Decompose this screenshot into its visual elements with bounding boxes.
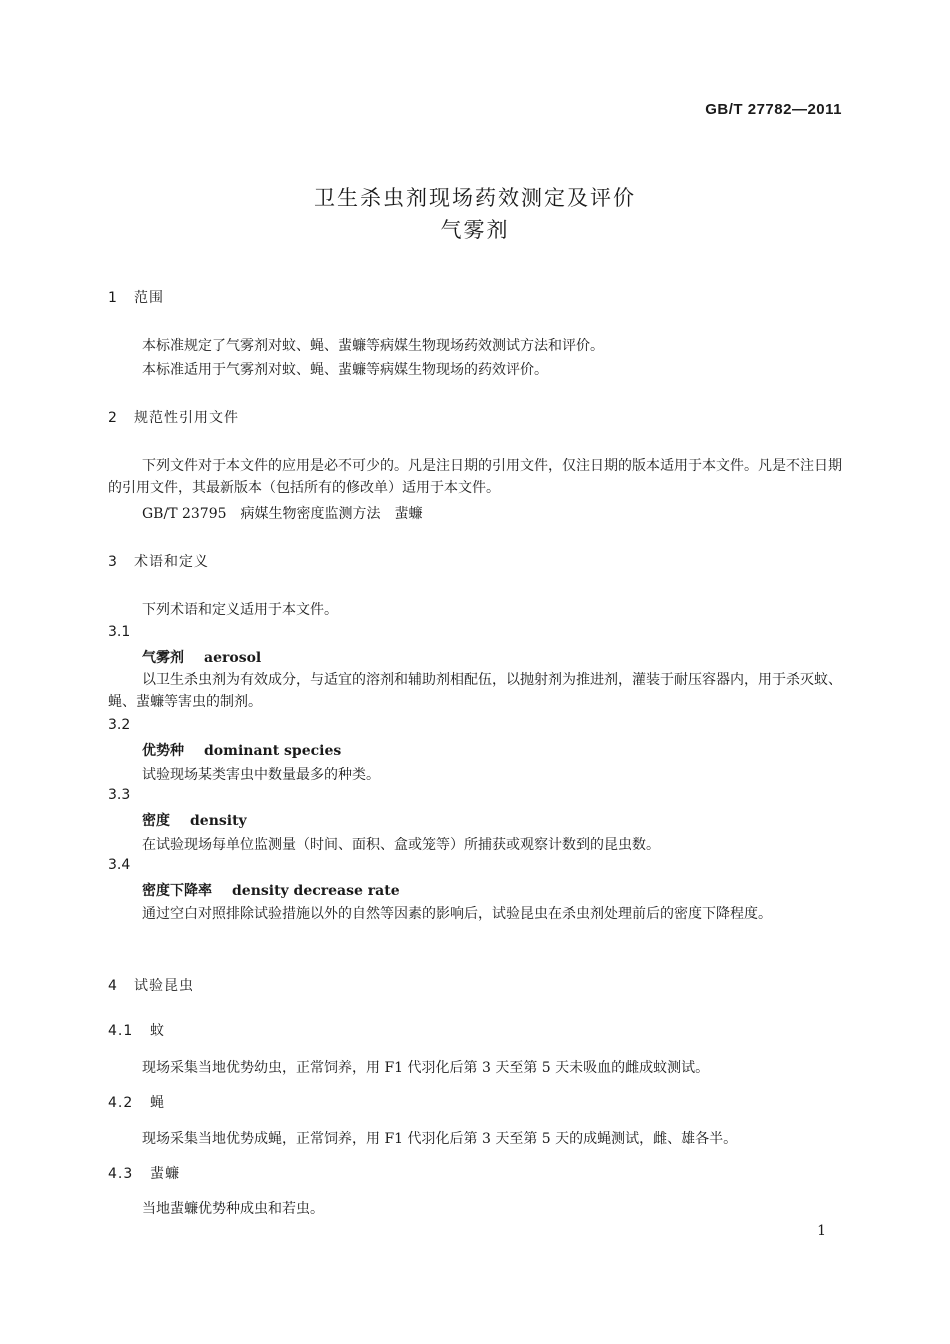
- term-chinese: 优势种: [142, 743, 184, 759]
- term-number: 3.2: [108, 717, 131, 733]
- section-number: 3: [108, 554, 118, 570]
- normative-reference: GB/T 23795 病媒生物密度监测方法 蜚蠊: [142, 506, 423, 522]
- section-3-heading: [108, 551, 209, 571]
- subsection-text: 当地蜚蠊优势种成虫和若虫。: [142, 1201, 324, 1217]
- section-4-heading: [108, 975, 194, 995]
- section-number: 1: [108, 290, 118, 306]
- subsection-text: 现场采集当地优势成蝇，正常饲养，用 F1 代羽化后第 3 天至第 5 天的成蝇测试，雌、雄各半。: [142, 1131, 738, 1147]
- subsection-heading: [108, 1163, 180, 1183]
- section-title: 范围: [134, 290, 164, 306]
- section-number: 2: [108, 410, 118, 426]
- section-1-paragraph-2: 本标准适用于气雾剂对蚊、蝇、蜚蠊等病媒生物现场的药效评价。: [142, 362, 548, 378]
- subsection-number: 4.2: [108, 1095, 134, 1111]
- document-title: 卫生杀虫剂现场药效测定及评价: [314, 186, 636, 210]
- term-number: 3.1: [108, 624, 131, 640]
- subsection-heading: [108, 1092, 165, 1112]
- term-number: 3.3: [108, 787, 131, 803]
- subsection-title: 蚊: [150, 1023, 165, 1039]
- term-chinese: 气雾剂: [142, 650, 184, 666]
- subsection-heading: [108, 1020, 165, 1040]
- subsection-title: 蝇: [150, 1095, 165, 1111]
- section-2-paragraph-1: 下列文件对于本文件的应用是必不可少的。凡是注日期的引用文件，仅注日期的版本适用于本文件。凡是不注日期的引用文件，其最新版本（包括所有的修改单）适用于本文件。: [108, 458, 842, 496]
- term-definition: 以卫生杀虫剂为有效成分，与适宜的溶剂和辅助剂相配伍，以抛射剂为推进剂，灌装于耐压容器内，用于杀灭蚊、蝇、蜚蠊等害虫的制剂。: [108, 672, 842, 710]
- term-definition: 通过空白对照排除试验措施以外的自然等因素的影响后，试验昆虫在杀虫剂处理前后的密度下降程度。: [142, 906, 772, 922]
- standard-number: GB/T 27782—2011: [705, 101, 842, 118]
- term-heading: [142, 647, 261, 667]
- term-definition: 在试验现场每单位监测量（时间、面积、盒或笼等）所捕获或观察计数到的昆虫数。: [142, 837, 660, 853]
- section-number: 4: [108, 978, 118, 994]
- term-heading: [142, 880, 400, 900]
- term-heading: [142, 810, 247, 830]
- section-1-heading: [108, 287, 164, 307]
- section-3-intro: 下列术语和定义适用于本文件。: [142, 602, 338, 618]
- term-english: density decrease rate: [232, 883, 400, 899]
- subsection-number: 4.1: [108, 1023, 134, 1039]
- section-2-heading: [108, 407, 239, 427]
- document-subtitle: 气雾剂: [440, 218, 510, 242]
- term-definition: 试验现场某类害虫中数量最多的种类。: [142, 767, 380, 783]
- section-1-paragraph-1: 本标准规定了气雾剂对蚊、蝇、蜚蠊等病媒生物现场药效测试方法和评价。: [142, 338, 604, 354]
- subsection-text: 现场采集当地优势幼虫，正常饲养，用 F1 代羽化后第 3 天至第 5 天未吸血的雌成蚊测试。: [142, 1060, 710, 1076]
- subsection-title: 蜚蠊: [150, 1166, 180, 1182]
- term-english: dominant species: [204, 743, 342, 759]
- section-title: 术语和定义: [134, 554, 209, 570]
- section-title: 试验昆虫: [134, 978, 194, 994]
- term-english: density: [190, 813, 247, 829]
- term-number: 3.4: [108, 857, 131, 873]
- term-chinese: 密度下降率: [142, 883, 212, 899]
- subsection-number: 4.3: [108, 1166, 134, 1182]
- term-chinese: 密度: [142, 813, 170, 829]
- section-title: 规范性引用文件: [134, 410, 239, 426]
- term-english: aerosol: [204, 650, 262, 666]
- page-number: 1: [817, 1223, 826, 1239]
- term-heading: [142, 740, 341, 760]
